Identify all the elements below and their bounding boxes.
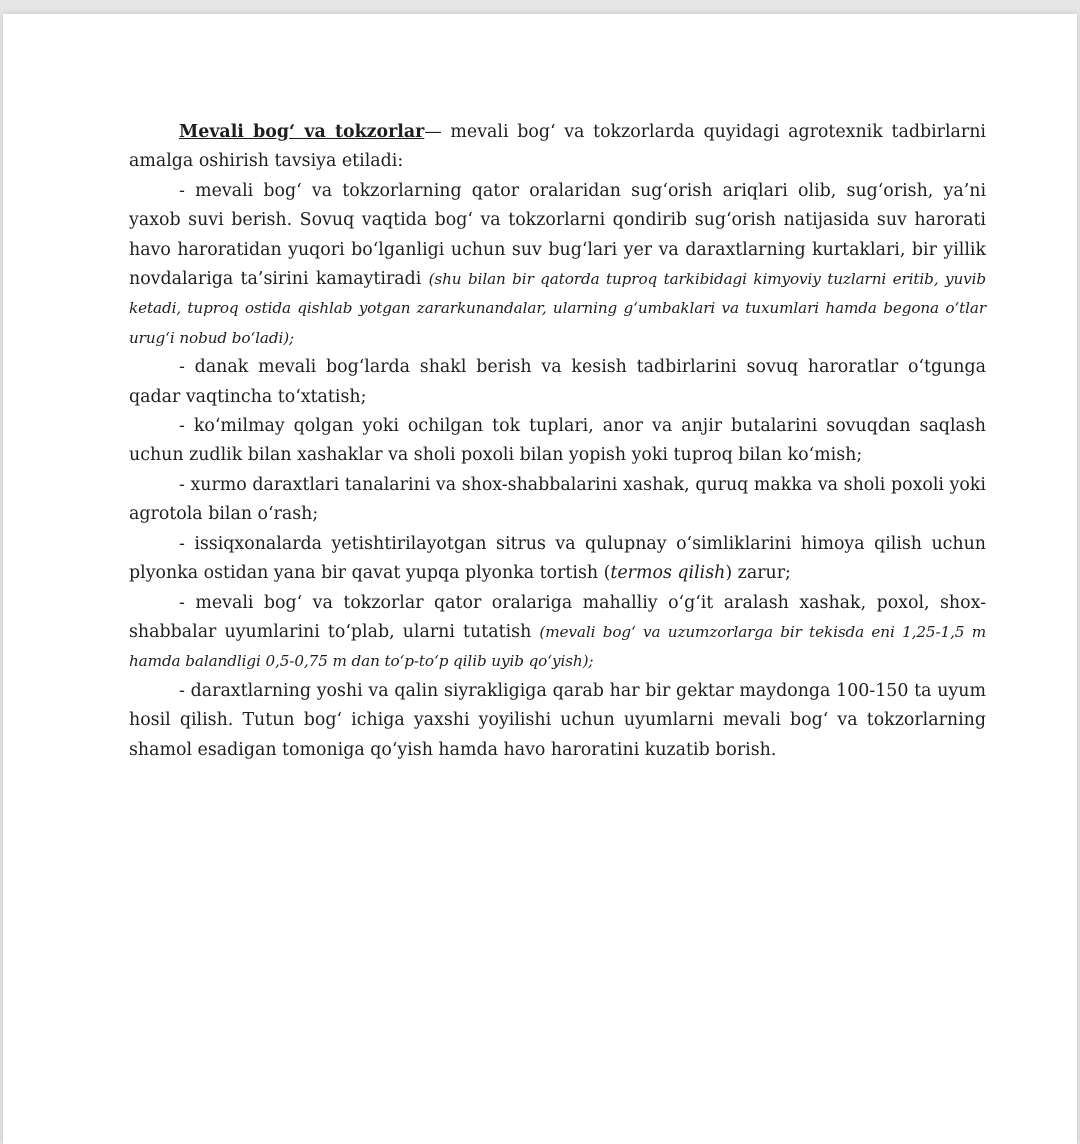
- list-item: [129, 177, 986, 353]
- item-text: - ko‘milmay qolgan yoki ochilgan tok tuplari, anor va anjir butalarini sovuqdan saqlash uchun zudlik bilan xashaklar va sholi poxoli bilan yopish yoki tuproq bilan ko‘mish;: [129, 416, 986, 466]
- item-text-after: ) zarur;: [725, 563, 791, 584]
- intro-paragraph: [129, 118, 986, 177]
- document-page: [3, 14, 1077, 1144]
- list-item: [129, 412, 986, 471]
- item-text: - xurmo daraxtlari tanalarini va shox-shabbalarini xashak, quruq makka va sholi poxoli yoki agrotola bilan o‘rash;: [129, 474, 986, 525]
- list-item: [129, 677, 986, 765]
- list-item: [129, 353, 986, 412]
- item-note: (shu bilan bir qatorda tuproq tarkibidagi kimyoviy tuzlarni eritib, yuvib ketadi, tuproq ostida qishlab yotgan zararkunandalar, ularning g‘umbaklari va tuxumlari hamda begona o‘tlar urug‘i nobud bo‘ladi);: [129, 270, 986, 347]
- item-text: - issiqxonalarda yetishtirilayotgan sitrus va qulupnay o‘simliklarini himoya qilish uchun plyonka ostidan yana bir qavat yupqa plyonka tortish (: [129, 533, 986, 584]
- list-item: [129, 530, 986, 589]
- item-note: (mevali bog‘ va uzumzorlarga bir tekisda eni 1,25-1,5 m hamda balandligi 0,5-0,75 m dan to‘p-to‘p qilib uyib qo‘yish);: [129, 622, 986, 671]
- item-text: - daraxtlarning yoshi va qalin siyrakligiga qarab har bir gektar maydonga 100-150 ta uyum hosil qilish. Tutun bog‘ ichiga yaxshi yoyilishi uchun uyumlarni mevali bog‘ va tokzorlarning shamol esadigan tomoniga qo‘yish hamda havo haroratini kuzatib borish.: [129, 680, 986, 760]
- list-item: [129, 471, 986, 530]
- list-item: [129, 589, 986, 677]
- title-dash: —: [424, 122, 442, 142]
- document-body: [129, 118, 986, 765]
- section-title: Mevali bog‘ va tokzorlar: [179, 122, 425, 142]
- item-text: - mevali bog‘ va tokzorlar qator oralariga mahalliy o‘g‘it aralash xashak, poxol, shox-shabbalar uyumlarini to‘plab, ularni tutatish: [129, 592, 986, 642]
- intro-text: mevali bog‘ va tokzorlarda quyidagi agrotexnik tadbirlarni amalga oshirish tavsiya etiladi:: [129, 122, 986, 172]
- item-text: - mevali bog‘ va tokzorlarning qator oralaridan sug‘orish ariqlari olib, sug‘orish, ya’ni yaxob suvi berish. Sovuq vaqtida bog‘ va tokzorlarni qondirib sug‘orish natijasida suv harorati havo haroratidan yuqori bo‘lganligi uchun suv bug‘lari yer va daraxtlarning kurtaklari, bir yillik novdalariga ta’sirini kamaytiradi: [129, 180, 986, 290]
- item-italic: termos qilish: [610, 563, 726, 584]
- item-text: - danak mevali bog‘larda shakl berish va kesish tadbirlarini sovuq haroratlar o‘tgunga qadar vaqtincha to‘xtatish;: [129, 357, 986, 407]
